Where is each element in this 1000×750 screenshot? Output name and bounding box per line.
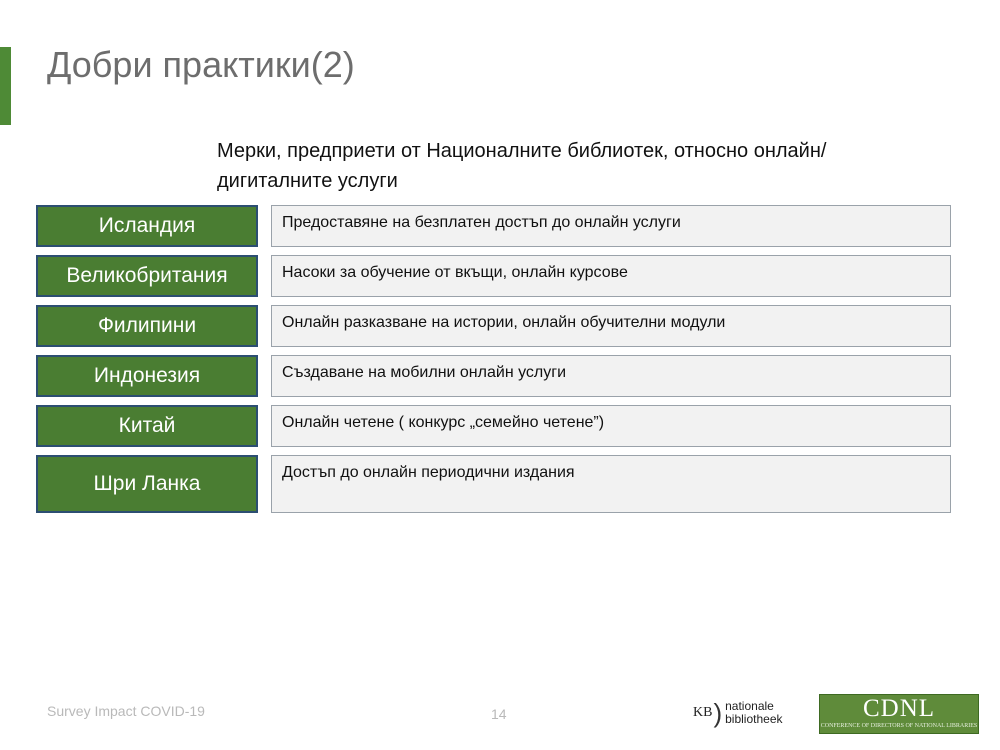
practice-row <box>36 205 952 247</box>
slide-subtitle: Мерки, предприети от Националните библиотек, относно онлайн/дигиталните услуги <box>217 140 827 192</box>
kb-mark: KB <box>693 705 713 720</box>
country-label: Филипини <box>36 305 258 347</box>
kb-line1: nationale <box>725 699 774 713</box>
slide-title: Добри практики(2) <box>47 44 355 85</box>
practice-row <box>36 305 952 347</box>
practice-row <box>36 255 952 297</box>
measure-text: Онлайн четене ( конкурс „семейно четене”) <box>271 405 951 447</box>
kb-logo <box>693 700 783 726</box>
accent-bar <box>0 47 11 125</box>
cdnl-logo-sub: CONFERENCE OF DIRECTORS OF NATIONAL LIBRARIES <box>820 723 978 729</box>
kb-wordmark <box>725 700 782 726</box>
practice-row <box>36 355 952 397</box>
measure-text: Създаване на мобилни онлайн услуги <box>271 355 951 397</box>
kb-line2: bibliotheek <box>725 712 783 726</box>
cdnl-logo <box>819 694 979 734</box>
kb-brace-icon: ) <box>713 698 723 728</box>
measure-text: Достъп до онлайн периодични издания <box>271 455 951 513</box>
country-label: Китай <box>36 405 258 447</box>
country-label: Шри Ланка <box>36 455 258 513</box>
practice-row <box>36 455 952 513</box>
country-label: Великобритания <box>36 255 258 297</box>
country-label: Индонезия <box>36 355 258 397</box>
cdnl-logo-main: CDNL <box>862 695 936 722</box>
practice-row <box>36 405 952 447</box>
measure-text: Предоставяне на безплатен достъп до онлайн услуги <box>271 205 951 247</box>
measure-text: Онлайн разказване на истории, онлайн обучителни модули <box>271 305 951 347</box>
footer-survey-label: Survey Impact COVID-19 <box>47 703 205 719</box>
measure-text: Насоки за обучение от вкъщи, онлайн курсове <box>271 255 951 297</box>
country-label: Исландия <box>36 205 258 247</box>
page-number: 14 <box>491 706 507 722</box>
